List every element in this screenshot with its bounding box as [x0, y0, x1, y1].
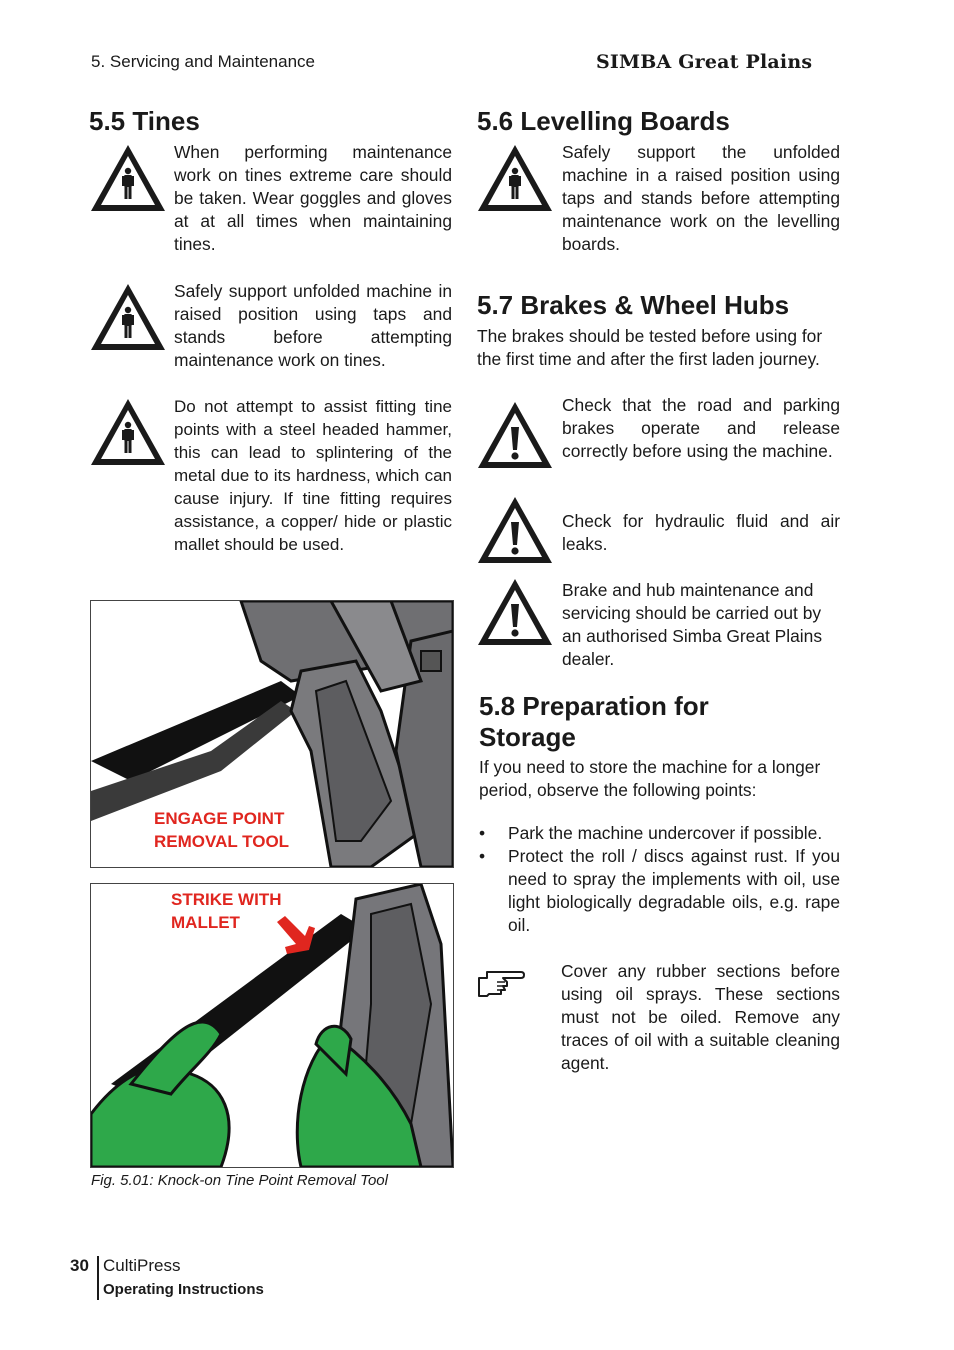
label-line: ENGAGE POINT — [154, 809, 285, 828]
storage-intro: If you need to store the machine for a longer period, observe the following points: — [479, 757, 821, 800]
tines-warning-1: When performing maintenance work on tines extreme care should be taken. Wear goggles and gloves at at all times when maintaining tines. — [174, 142, 452, 254]
brakes-warning-3: Brake and hub maintenance and servicing should be carried out by an authorised Simba Great Plains dealer. — [562, 580, 823, 669]
tines-warning-3: Do not attempt to assist fitting tine points with a steel headed hammer, this can lead to splintering of the metal due to its hardness, which can cause injury. If tine fitting requires assistance, a copper/ hide or plastic mallet should be used. — [174, 397, 452, 554]
section-title-brakes: 5.7 Brakes & Wheel Hubs — [477, 290, 790, 320]
storage-bullet-list — [479, 822, 840, 937]
list-item: • Park the machine undercover if possible. — [479, 822, 840, 845]
label-line: STRIKE WITH — [171, 890, 282, 909]
label-line: MALLET — [171, 913, 240, 932]
warning-exclamation-icon — [476, 495, 554, 565]
footer-doc-type: Operating Instructions — [103, 1281, 264, 1298]
warning-person-icon — [476, 143, 554, 213]
section-title-tines: 5.5 Tines — [89, 106, 200, 136]
brakes-warning-2: Check for hydraulic fluid and air leaks. — [562, 511, 840, 554]
brakes-intro: The brakes should be tested before using for the first time and after the first laden journey. — [477, 326, 823, 369]
title-line: Storage — [479, 722, 576, 752]
warning-person-icon — [89, 397, 167, 467]
list-item: • Protect the roll / discs against rust. If you need to spray the implements with oil, use light biologically degradable oils, e.g. rape oil. — [479, 845, 840, 937]
levelling-warning: Safely support the unfolded machine in a raised position using taps and stands before attempting maintenance work on the levelling boards. — [562, 142, 840, 254]
warning-exclamation-icon — [476, 400, 554, 470]
warning-person-icon — [89, 143, 167, 213]
figure-strike-mallet — [90, 883, 454, 1168]
section-title-storage — [479, 691, 709, 753]
warning-person-icon — [89, 282, 167, 352]
title-line: 5.8 Preparation for — [479, 691, 709, 721]
tines-warning-2: Safely support unfolded machine in raised position using taps and stands before attempting maintenance work on tines. — [174, 281, 452, 370]
label-line: REMOVAL TOOL — [154, 832, 290, 851]
footer-divider — [97, 1256, 99, 1300]
warning-exclamation-icon — [476, 577, 554, 647]
page-number: 30 — [70, 1256, 89, 1275]
figure-caption: Fig. 5.01: Knock-on Tine Point Removal Tool — [91, 1172, 388, 1189]
section-title-levelling: 5.6 Levelling Boards — [477, 106, 730, 136]
label-engage-point — [154, 807, 289, 853]
storage-note: Cover any rubber sections before using oil sprays. These sections must not be oiled. Remove any traces of oil with a suitable cleaning agent. — [561, 961, 840, 1073]
pointing-hand-icon — [477, 968, 525, 1000]
figure-engage-tool — [90, 600, 454, 868]
label-strike-mallet — [171, 888, 282, 934]
running-header: 5. Servicing and Maintenance — [91, 52, 315, 71]
brand-logo-text: SIMBA Great Plains — [596, 51, 813, 73]
footer-product: CultiPress — [103, 1256, 181, 1275]
brakes-warning-1: Check that the road and parking brakes operate and release correctly before using the machine. — [562, 395, 840, 461]
